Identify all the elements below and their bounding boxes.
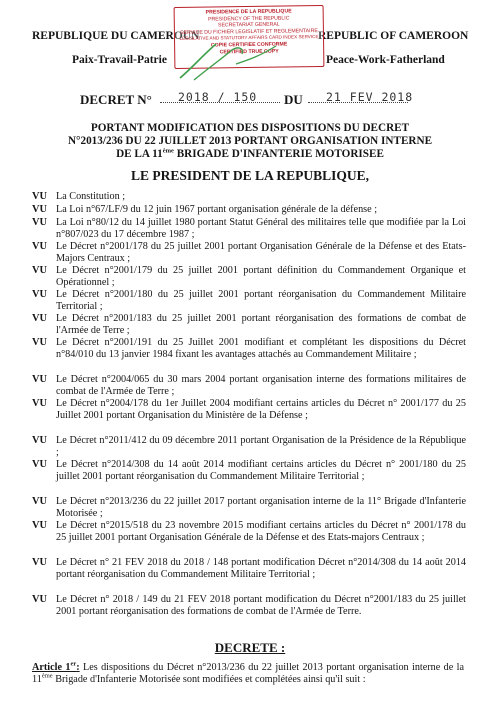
stamp-line: SERVICE DU FICHIER LEGISLATIF ET REGLEMENTAIRE xyxy=(180,27,318,36)
vu-label: VU xyxy=(32,459,48,470)
title-line-1: PORTANT MODIFICATION DES DISPOSITIONS DU DECRET xyxy=(90,122,410,134)
vu-item: Le Décret n°2001/179 du 25 juillet 2001 portant définition du Commandement Organique et Opérationnel ; xyxy=(56,265,466,289)
vu-item: La Constitution ; xyxy=(56,191,126,202)
right-country: REPUBLIC OF CAMEROON xyxy=(318,30,469,42)
vu-label: VU xyxy=(32,265,48,276)
title-line-2: N°2013/236 DU 22 JUILLET 2013 PORTANT ORGANISATION INTERNE xyxy=(67,135,433,147)
title-line-3: DE LA 11ème BRIGADE D'INFANTERIE MOTORISEE xyxy=(116,147,384,160)
vu-item: Le Décret n°2004/065 du 30 mars 2004 portant organisation interne des formations militaires de combat de l'Armée de Terre ; xyxy=(56,374,466,398)
article-1-text: Les dispositions du Décret n°2013/236 du 22 juillet 2013 portant organisation interne de la 11 xyxy=(32,662,464,686)
vu-label: VU xyxy=(32,289,48,300)
vu-item: Le Décret n°2004/178 du 1er Juillet 2004 modifiant certains articles du Décret n° 2001/177 du 25 Juillet 2001 portant Organisation du Ministère de la Défense ; xyxy=(56,398,466,422)
vu-item: Le Décret n°2001/183 du 25 juillet 2001 portant réorganisation des formations de combat de l'Armée de Terre ; xyxy=(56,313,466,337)
decree-date-label: DU xyxy=(284,92,303,107)
vu-item: La Loi n°67/LF/9 du 12 juin 1967 portant organisation générale de la défense ; xyxy=(56,204,378,215)
stamp-line: LEGISLATIVE AND STATUTORY AFFAIRS CARD INDEX SERVICE xyxy=(179,34,319,42)
vu-item: Le Décret n°2015/518 du 23 novembre 2015 modifiant certains articles du Décret n° 2001/178 du 25 juillet 2001 portant Organisation Générale de la Défense et des Etats-majors Centraux ; xyxy=(56,520,466,544)
vu-label: VU xyxy=(32,435,48,446)
vu-item: Le Décret n°2001/180 du 25 juillet 2001 portant réorganisation du Commandement Militaire Territorial ; xyxy=(56,289,466,313)
decree-number-row xyxy=(80,92,420,108)
left-motto: Paix-Travail-Patrie xyxy=(72,54,167,66)
stamp-line: PRESIDENCY OF THE REPUBLIC xyxy=(208,15,290,23)
right-motto: Peace-Work-Fatherland xyxy=(326,54,445,66)
stamp-line: COPIE CERTIFIEE CONFORME xyxy=(210,41,288,49)
vu-label: VU xyxy=(32,496,48,507)
decree-label: DECRET N° xyxy=(80,92,152,107)
vu-label: VU xyxy=(32,217,48,228)
vu-label: VU xyxy=(32,374,48,385)
left-country: REPUBLIQUE DU CAMEROUN xyxy=(32,30,200,42)
vu-item: Le Décret n°2013/236 du 22 juillet 2017 portant organisation interne de la 11° Brigade d'Infanterie Motorisée ; xyxy=(56,496,466,520)
decree-date: 21 FEV 2018 xyxy=(326,90,414,104)
vu-label: VU xyxy=(32,398,48,409)
signature-strokes xyxy=(172,34,282,82)
vu-item: Le Décret n°2001/191 du 25 Juillet 2001 modifiant et complétant les dispositions du Décret n°84/010 du 13 janvier 1984 fixant les avantages attachés au Commandement Militaire ; xyxy=(56,337,466,361)
vu-label: VU xyxy=(32,313,48,324)
stamp-line: CERTIFIED TRUE COPY xyxy=(219,48,279,55)
stamp-line: SECRETARIAT GENERAL xyxy=(217,21,280,29)
decrete-heading: DECRETE : xyxy=(214,640,286,655)
vu-label: VU xyxy=(32,557,48,568)
vu-item: Le Décret n°2014/308 du 14 août 2014 modifiant certains articles du Décret n° 2001/180 du 25 juillet 2001 portant réorganisation du Commandement Militaire Territorial ; xyxy=(56,459,466,483)
decree-title xyxy=(20,122,480,161)
vu-item: Le Décret n° 21 FEV 2018 du 2018 / 148 portant modification Décret n°2014/308 du 14 août 2014 portant réorganisation du Commandement Militaire Territorial ; xyxy=(56,557,466,581)
article-1: Article 1er: Les dispositions du Décret n°2013/236 du 22 juillet 2013 portant organisation interne de la 11ème Brigade d'Infanterie Motorisée sont modifiées et complétées ainsi qu'il suit : xyxy=(32,660,464,686)
article-1-label: Article 1er: xyxy=(32,660,80,673)
stamp-line: PRESIDENCE DE LA REPUBLIQUE xyxy=(205,8,292,16)
vu-item: La Loi n°80/12 du 14 juillet 1980 portant Statut Général des militaires telle que modifiée par la Loi n°807/023 du 17 décembre 1987 ; xyxy=(56,217,466,241)
vu-item: Le Décret n°2001/178 du 25 juillet 2001 portant Organisation Générale de la Défense et des Etats-Majors Centraux ; xyxy=(56,241,466,265)
vu-label: VU xyxy=(32,191,48,202)
president-heading: LE PRESIDENT DE LA REPUBLIQUE, xyxy=(131,168,369,183)
vu-item: Le Décret n° 2018 / 149 du 21 FEV 2018 portant modification du Décret n°2001/183 du 25 juillet 2001 portant réorganisation des formations de combat de l'Armée de Terre. xyxy=(56,594,466,618)
vu-label: VU xyxy=(32,520,48,531)
vu-label: VU xyxy=(32,204,48,215)
vu-label: VU xyxy=(32,337,48,348)
vu-label: VU xyxy=(32,241,48,252)
vu-item: Le Décret n°2011/412 du 09 décembre 2011 portant Organisation de la Présidence de la République ; xyxy=(56,435,466,459)
decree-number: 2018 / 150 xyxy=(178,90,258,104)
vu-label: VU xyxy=(32,594,48,605)
